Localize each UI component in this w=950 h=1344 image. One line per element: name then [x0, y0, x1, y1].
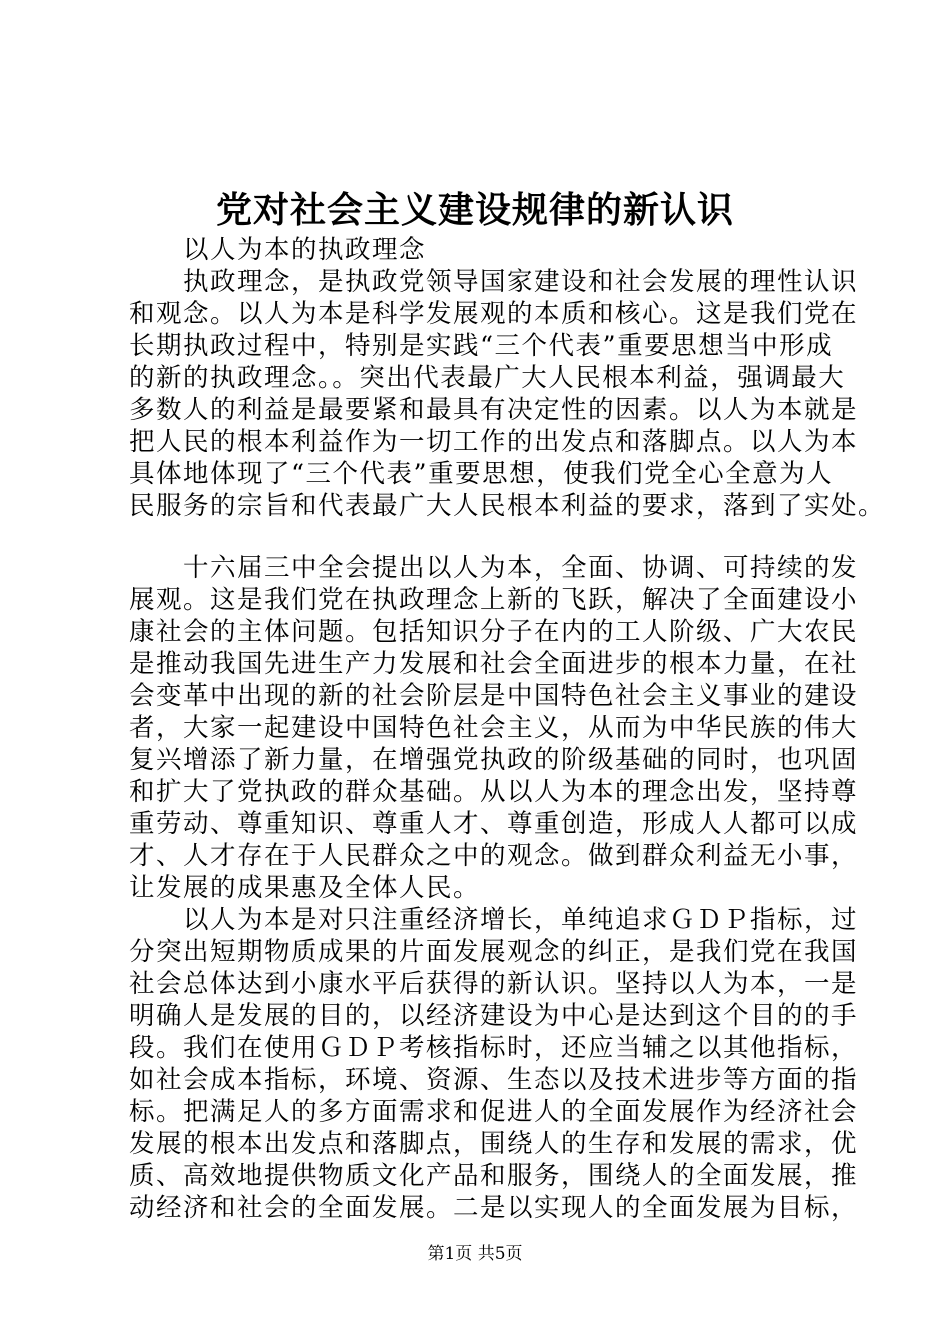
text-line: 质、高效地提供物质文化产品和服务，围绕人的全面发展，推 — [129, 1161, 859, 1191]
page-title: 党对社会主义建设规律的新认识 — [215, 189, 734, 231]
text-line: 是推动我国先进生产力发展和社会全面进步的根本力量，在社 — [129, 649, 859, 679]
text-line: 如社会成本指标，环境、资源、生态以及技术进步等方面的指 — [129, 1065, 859, 1095]
text-line: 长期执政过程中，特别是实践“三个代表”重要思想当中形成 — [129, 331, 834, 361]
text-line: 执政理念，是执政党领导国家建设和社会发展的理性认识 — [183, 267, 859, 297]
text-line: 多数人的利益是最要紧和最具有决定性的因素。以人为本就是 — [129, 395, 859, 425]
document-body — [129, 234, 886, 1224]
text-line: 段。我们在使用ＧＤＰ考核指标时，还应当辅之以其他指标， — [129, 1033, 859, 1063]
text-line: 和观念。以人为本是科学发展观的本质和核心。这是我们党在 — [129, 299, 859, 329]
text-line: 和扩大了党执政的群众基础。从以人为本的理念出发，坚持尊 — [129, 777, 859, 807]
text-line: 社会总体达到小康水平后获得的新认识。坚持以人为本，一是 — [129, 969, 859, 999]
text-line: 以人为本是对只注重经济增长，单纯追求ＧＤＰ指标，过 — [183, 905, 859, 935]
text-line: 康社会的主体问题。包括知识分子在内的工人阶级、广大农民 — [129, 617, 859, 647]
text-line: 者，大家一起建设中国特色社会主义，从而为中华民族的伟大 — [129, 713, 859, 743]
text-line: 标。把满足人的多方面需求和促进人的全面发展作为经济社会 — [129, 1097, 859, 1127]
text-line: 十六届三中全会提出以人为本，全面、协调、可持续的发 — [183, 553, 859, 583]
text-line: 展观。这是我们党在执政理念上新的飞跃，解决了全面建设小 — [129, 585, 859, 615]
text-line: 复兴增添了新力量，在增强党执政的阶级基础的同时，也巩固 — [129, 745, 859, 775]
text-line: 以人为本的执政理念 — [183, 235, 427, 265]
text-line: 发展的根本出发点和落脚点，围绕人的生存和发展的需求，优 — [129, 1129, 859, 1159]
text-line: 的新的执政理念。。突出代表最广大人民根本利益，强调最大 — [129, 363, 846, 393]
text-line: 具体地体现了“三个代表”重要思想，使我们党全心全意为人 — [129, 459, 834, 489]
text-line: 明确人是发展的目的，以经济建设为中心是达到这个目的的手 — [129, 1001, 859, 1031]
text-line: 民服务的宗旨和代表最广大人民根本利益的要求，落到了实处。 — [129, 491, 886, 521]
text-line: 重劳动、尊重知识、尊重人才、尊重创造，形成人人都可以成 — [129, 809, 859, 839]
text-line: 分突出短期物质成果的片面发展观念的纠正，是我们党在我国 — [129, 937, 859, 967]
text-line: 把人民的根本利益作为一切工作的出发点和落脚点。以人为本 — [129, 427, 859, 457]
text-line: 让发展的成果惠及全体人民。 — [129, 873, 481, 903]
text-line: 动经济和社会的全面发展。二是以实现人的全面发展为目标， — [129, 1193, 859, 1223]
page-footer: 第1页 共5页 — [427, 1244, 523, 1264]
text-line: 才、人才存在于人民群众之中的观念。做到群众利益无小事， — [129, 841, 859, 871]
blank-line — [129, 522, 841, 552]
text-line: 会变革中出现的新的社会阶层是中国特色社会主义事业的建设 — [129, 681, 859, 711]
